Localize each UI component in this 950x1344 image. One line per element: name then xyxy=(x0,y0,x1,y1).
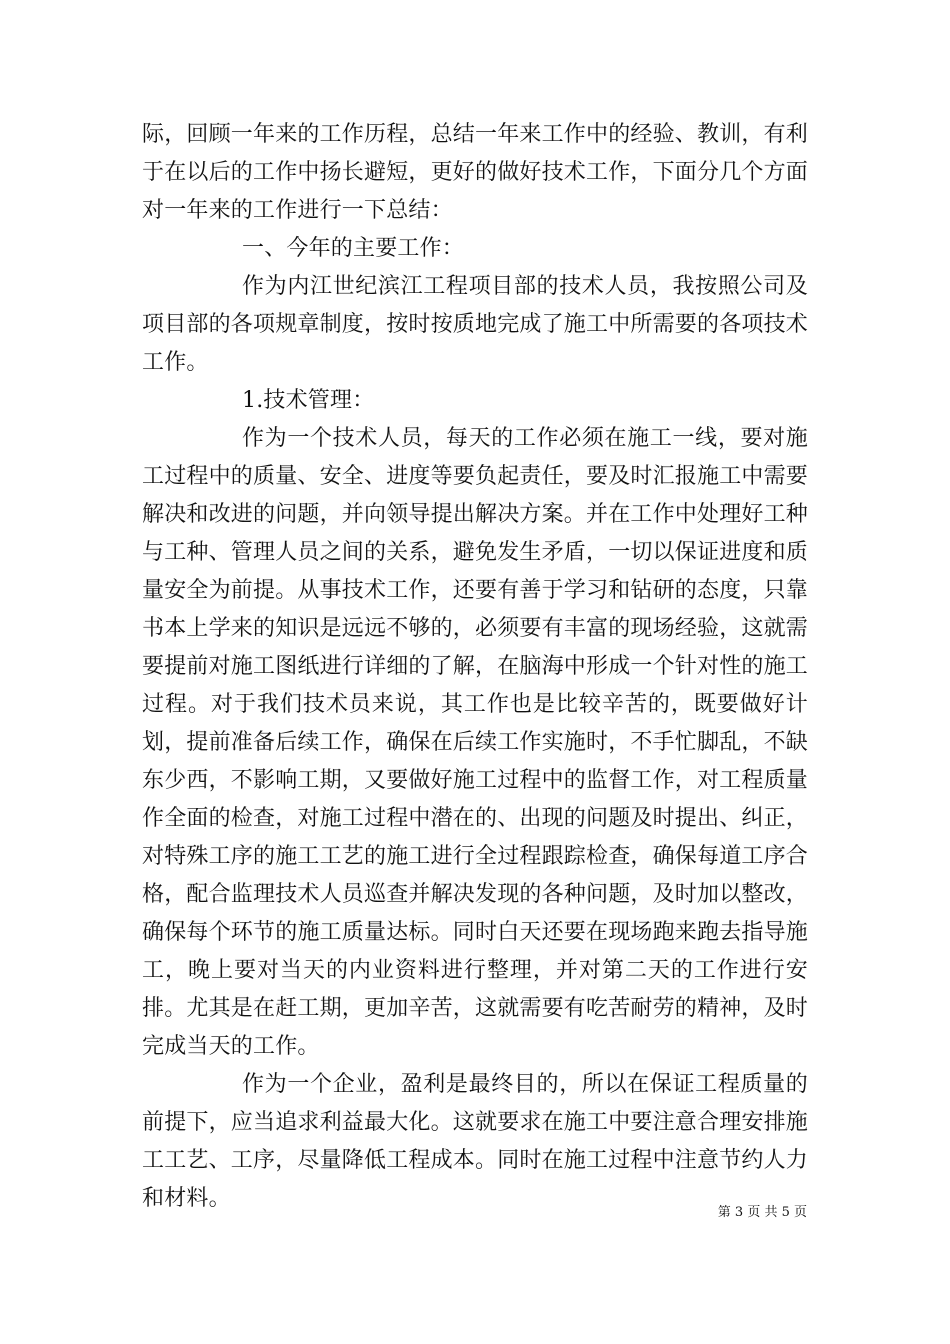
subheading-technical-management: 1.技术管理： xyxy=(242,388,375,413)
section-heading-main-work: 一、今年的主要工作： xyxy=(242,236,465,261)
paragraph-cost-control: 作为一个企业，盈利是最终目的，所以在保证工程质量的前提下，应当追求利益最大化。这就要求在施工中要注意合理安排施工工艺、工序，尽量降低工程成本。同时在施工过程中注意节约人力和材料。 xyxy=(142,1072,809,1211)
paragraph-role: 作为内江世纪滨江工程项目部的技术人员，我按照公司及项目部的各项规章制度，按时按质地完成了施工中所需要的各项技术工作。 xyxy=(142,274,809,375)
paragraph-intro: 际，回顾一年来的工作历程，总结一年来工作中的经验、教训，有利于在以后的工作中扬长避短，更好的做好技术工作，下面分几个方面对一年来的工作进行一下总结： xyxy=(142,122,809,223)
paragraph-technical-management: 作为一个技术人员，每天的工作必须在施工一线，要对施工过程中的质量、安全、进度等要负起责任，要及时汇报施工中需要解决和改进的问题，并向领导提出解决方案。并在工作中处理好工种与工种、管理人员之间的关系，避免发生矛盾，一切以保证进度和质量安全为前提。从事技术工作，还要有善于学习和钻研的态度，只靠书本上学来的知识是远远不够的，必须要有丰富的现场经验，这就需要提前对施工图纸进行详细的了解，在脑海中形成一个针对性的施工过程。对于我们技术员来说，其工作也是比较辛苦的，既要做好计划，提前准备后续工作，确保在后续工作实施时，不手忙脚乱，不缺东少西，不影响工期，又要做好施工过程中的监督工作，对工程质量作全面的检查，对施工过程中潜在的、出现的问题及时提出、纠正，对特殊工序的施工工艺的施工进行全过程跟踪检查，确保每道工序合格，配合监理技术人员巡查并解决发现的各种问题，及时加以整改，确保每个环节的施工质量达标。同时白天还要在现场跑来跑去指导施工，晚上要对当天的内业资料进行整理，并对第二天的工作进行安排。尤其是在赶工期，更加辛苦，这就需要有吃苦耐劳的精神，及时完成当天的工作。 xyxy=(142,426,809,1059)
page-number-footer: 第 3 页 共 5 页 xyxy=(717,1205,807,1220)
body-text xyxy=(142,116,808,1218)
